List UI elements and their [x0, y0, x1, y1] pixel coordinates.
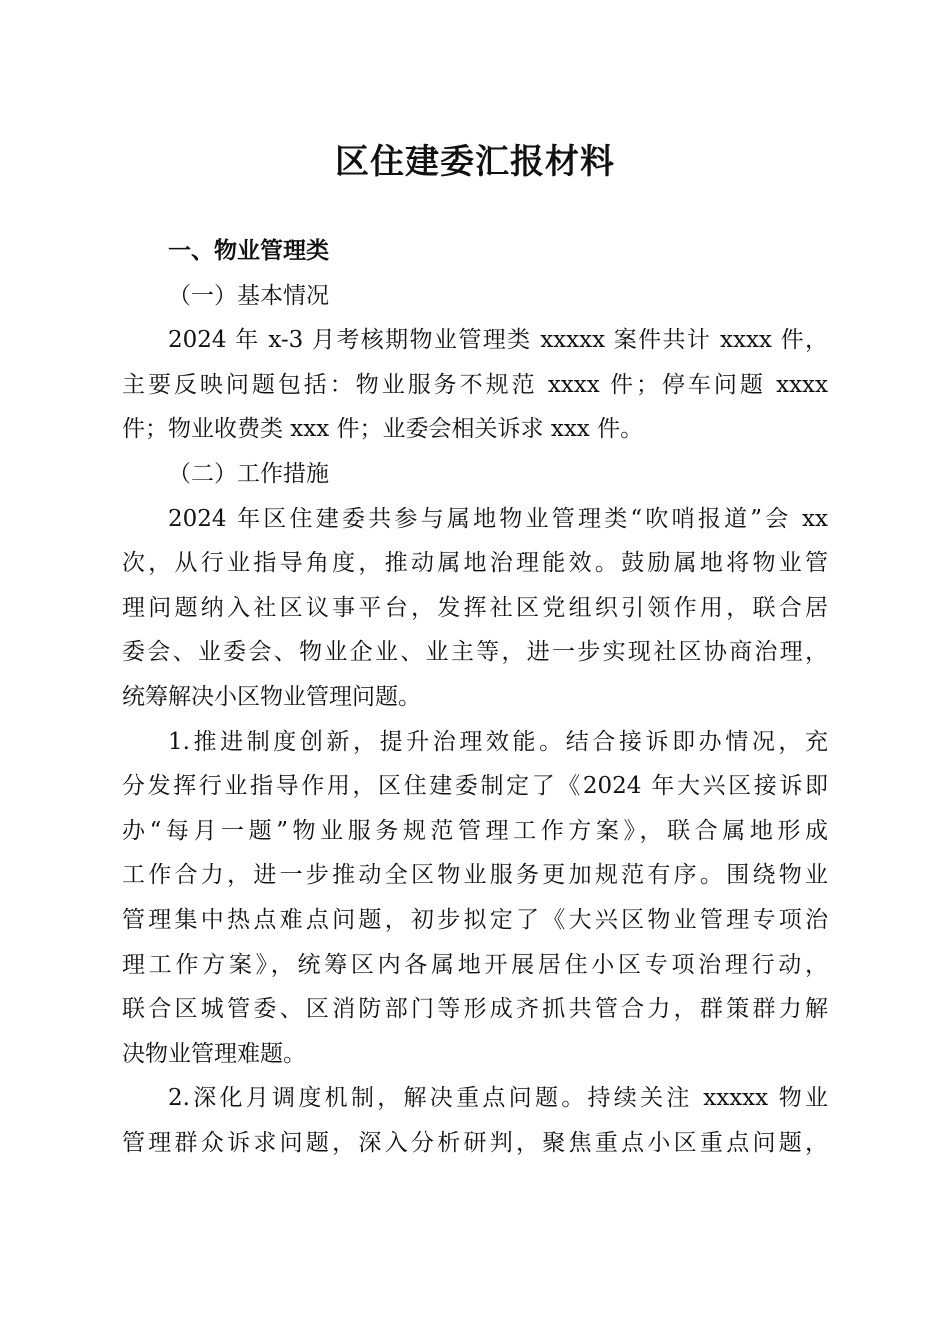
- paragraph-line: 分发挥行业指导作用，区住建委制定了《2024 年大兴区接诉即: [122, 773, 828, 800]
- document-body: [122, 229, 828, 1165]
- paragraph-line: 主要反映问题包括：物业服务不规范 xxxx 件；停车问题 xxxx: [122, 371, 828, 398]
- paragraph-measure-1: [122, 720, 828, 1077]
- paragraph-line: 2024 年区住建委共参与属地物业管理类“吹哨报道”会 xx: [168, 505, 828, 532]
- paragraph-line: 管理群众诉求问题，深入分析研判，聚焦重点小区重点问题，: [122, 1129, 828, 1156]
- paragraph-line: 理工作方案》，统筹区内各属地开展居住小区专项治理行动，: [122, 951, 828, 978]
- subsection-heading-basic-situation: （一）基本情况: [168, 282, 329, 309]
- paragraph-line: 办“每月一题”物业服务规范管理工作方案》，联合属地形成: [122, 817, 828, 844]
- paragraph-line: 2024 年 x-3 月考核期物业管理类 xxxxx 案件共计 xxxx 件，: [168, 327, 828, 354]
- paragraph-line: 2.深化月调度机制，解决重点问题。持续关注 xxxxx 物业: [168, 1085, 828, 1112]
- paragraph-line: 委会、业委会、物业企业、业主等，进一步实现社区协商治理，: [122, 639, 828, 666]
- paragraph-line: 联合区城管委、区消防部门等形成齐抓共管合力，群策群力解: [122, 996, 828, 1023]
- paragraph-line: 次，从行业指导角度，推动属地治理能效。鼓励属地将物业管: [122, 550, 828, 577]
- paragraph-line: 工作合力，进一步推动全区物业服务更加规范有序。围绕物业: [122, 862, 828, 889]
- document-title: 区住建委汇报材料: [335, 142, 615, 182]
- paragraph-line: 件；物业收费类 xxx 件；业委会相关诉求 xxx 件。: [122, 416, 644, 443]
- paragraph-line: 理问题纳入社区议事平台，发挥社区党组织引领作用，联合居: [122, 594, 828, 621]
- paragraph-line: 统筹解决小区物业管理问题。: [122, 683, 421, 710]
- paragraph-line: 决物业管理难题。: [122, 1040, 306, 1067]
- subsection-heading-work-measures: （二）工作措施: [168, 460, 329, 487]
- paragraph-line: 1.推进制度创新，提升治理效能。结合接诉即办情况，充: [168, 728, 828, 755]
- paragraph-measure-2: [122, 1076, 828, 1165]
- paragraph-line: 管理集中热点难点问题，初步拟定了《大兴区物业管理专项治: [122, 906, 828, 933]
- section-heading-property-management: 一、物业管理类: [168, 238, 329, 264]
- paragraph-work-measures: [122, 497, 828, 720]
- paragraph-basic-situation: [122, 318, 828, 452]
